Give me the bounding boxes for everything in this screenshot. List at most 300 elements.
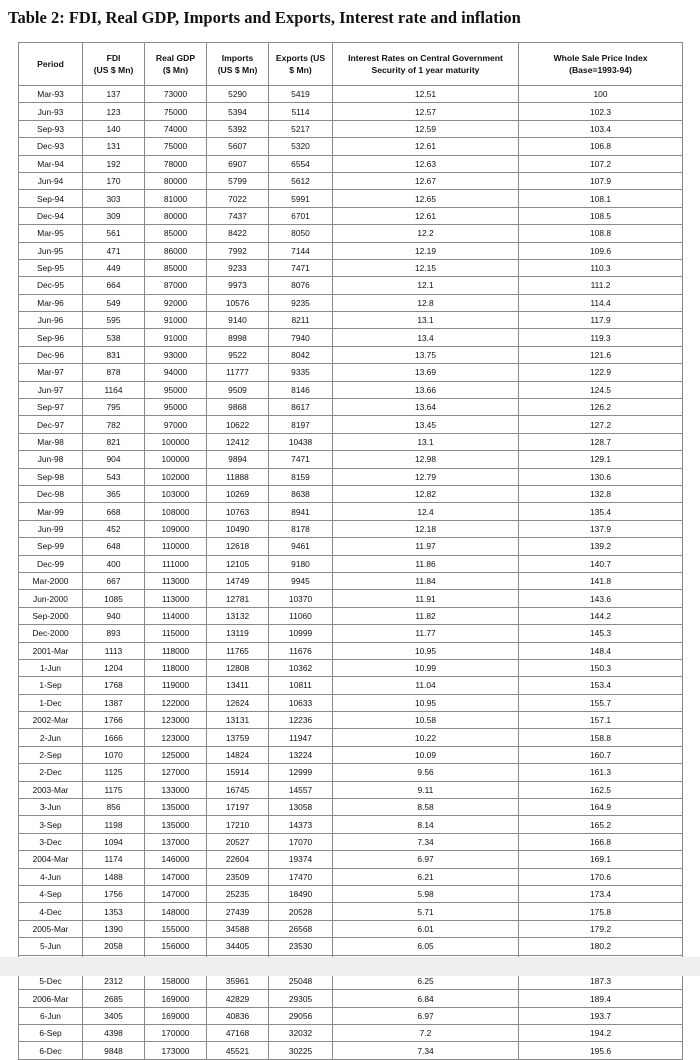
cell-period: Jun-93	[19, 103, 83, 120]
cell-interest-rate: 7.34	[333, 833, 519, 850]
cell-imports: 22604	[207, 851, 269, 868]
table-row	[19, 120, 683, 137]
header-imports-line2: (US $ Mn)	[217, 65, 258, 75]
table-body	[19, 86, 683, 1060]
cell-period: Mar-99	[19, 503, 83, 520]
cell-interest-rate: 12.67	[333, 172, 519, 189]
cell-real-gdp: 86000	[145, 242, 207, 259]
cell-real-gdp: 108000	[145, 503, 207, 520]
cell-interest-rate: 11.04	[333, 677, 519, 694]
cell-fdi: 831	[83, 346, 145, 363]
cell-imports: 14824	[207, 746, 269, 763]
cell-fdi: 192	[83, 155, 145, 172]
cell-period: 2002-Mar	[19, 712, 83, 729]
cell-exports: 5114	[269, 103, 333, 120]
cell-interest-rate: 10.95	[333, 642, 519, 659]
cell-wpi: 130.6	[519, 468, 683, 485]
cell-interest-rate: 12.82	[333, 485, 519, 502]
cell-exports: 11676	[269, 642, 333, 659]
data-table-container	[18, 42, 682, 1060]
cell-imports: 40836	[207, 1007, 269, 1024]
cell-period: Sep-95	[19, 259, 83, 276]
cell-fdi: 664	[83, 277, 145, 294]
cell-exports: 10438	[269, 433, 333, 450]
cell-imports: 13131	[207, 712, 269, 729]
cell-real-gdp: 147000	[145, 868, 207, 885]
cell-wpi: 144.2	[519, 607, 683, 624]
cell-wpi: 114.4	[519, 294, 683, 311]
cell-fdi: 309	[83, 207, 145, 224]
cell-imports: 13411	[207, 677, 269, 694]
cell-wpi: 165.2	[519, 816, 683, 833]
cell-real-gdp: 100000	[145, 433, 207, 450]
cell-period: 5-Dec	[19, 972, 83, 989]
header-imports	[207, 43, 269, 86]
table-row	[19, 746, 683, 763]
cell-wpi: 180.2	[519, 938, 683, 955]
cell-wpi: 162.5	[519, 781, 683, 798]
cell-real-gdp: 137000	[145, 833, 207, 850]
table-title: Table 2: FDI, Real GDP, Imports and Exports, Interest rate and inflation	[8, 8, 521, 27]
table-row	[19, 468, 683, 485]
table-row	[19, 1042, 683, 1059]
cell-interest-rate: 10.22	[333, 729, 519, 746]
cell-period: Jun-98	[19, 451, 83, 468]
cell-exports: 17470	[269, 868, 333, 885]
table-row	[19, 312, 683, 329]
cell-interest-rate: 12.65	[333, 190, 519, 207]
cell-interest-rate: 6.97	[333, 1007, 519, 1024]
cell-fdi: 131	[83, 138, 145, 155]
cell-wpi: 195.6	[519, 1042, 683, 1059]
cell-imports: 9973	[207, 277, 269, 294]
cell-exports: 10633	[269, 694, 333, 711]
cell-real-gdp: 170000	[145, 1025, 207, 1042]
cell-period: Sep-98	[19, 468, 83, 485]
cell-imports: 17210	[207, 816, 269, 833]
cell-interest-rate: 12.1	[333, 277, 519, 294]
table-row	[19, 555, 683, 572]
cell-exports: 7471	[269, 451, 333, 468]
cell-imports: 13132	[207, 607, 269, 624]
cell-period: Mar-97	[19, 364, 83, 381]
cell-exports: 8617	[269, 399, 333, 416]
cell-interest-rate: 9.11	[333, 781, 519, 798]
cell-real-gdp: 118000	[145, 642, 207, 659]
cell-wpi: 127.2	[519, 416, 683, 433]
table-row	[19, 1025, 683, 1042]
cell-real-gdp: 135000	[145, 816, 207, 833]
header-interest-rate-line1: Interest Rates on Central Government	[348, 53, 503, 63]
cell-fdi: 140	[83, 120, 145, 137]
cell-interest-rate: 11.77	[333, 625, 519, 642]
cell-fdi: 449	[83, 259, 145, 276]
cell-fdi: 365	[83, 485, 145, 502]
cell-interest-rate: 12.19	[333, 242, 519, 259]
cell-interest-rate: 10.99	[333, 659, 519, 676]
table-row	[19, 381, 683, 398]
cell-period: Jun-95	[19, 242, 83, 259]
table-row	[19, 920, 683, 937]
header-fdi-line1: FDI	[106, 53, 121, 63]
cell-real-gdp: 169000	[145, 1007, 207, 1024]
cell-imports: 5394	[207, 103, 269, 120]
cell-exports: 10370	[269, 590, 333, 607]
cell-real-gdp: 146000	[145, 851, 207, 868]
cell-fdi: 904	[83, 451, 145, 468]
cell-imports: 11888	[207, 468, 269, 485]
cell-interest-rate: 8.14	[333, 816, 519, 833]
table-row	[19, 990, 683, 1007]
cell-period: 2004-Mar	[19, 851, 83, 868]
cell-imports: 9868	[207, 399, 269, 416]
cell-fdi: 1353	[83, 903, 145, 920]
header-wpi-line1: Whole Sale Price Index	[553, 53, 648, 63]
table-row	[19, 172, 683, 189]
cell-interest-rate: 11.84	[333, 572, 519, 589]
header-real-gdp-line1: Real GDP	[155, 53, 196, 63]
cell-period: Jun-94	[19, 172, 83, 189]
table-header	[19, 43, 683, 86]
cell-exports: 8050	[269, 225, 333, 242]
cell-wpi: 155.7	[519, 694, 683, 711]
table-row	[19, 712, 683, 729]
cell-interest-rate: 9.56	[333, 764, 519, 781]
cell-real-gdp: 85000	[145, 225, 207, 242]
table-row	[19, 242, 683, 259]
cell-exports: 8146	[269, 381, 333, 398]
cell-fdi: 1756	[83, 885, 145, 902]
cell-period: Dec-93	[19, 138, 83, 155]
cell-imports: 25235	[207, 885, 269, 902]
cell-imports: 12412	[207, 433, 269, 450]
cell-wpi: 187.3	[519, 972, 683, 989]
cell-exports: 10362	[269, 659, 333, 676]
cell-interest-rate: 12.79	[333, 468, 519, 485]
cell-fdi: 400	[83, 555, 145, 572]
cell-imports: 7437	[207, 207, 269, 224]
cell-exports: 29305	[269, 990, 333, 1007]
cell-period: Mar-95	[19, 225, 83, 242]
cell-interest-rate: 12.57	[333, 103, 519, 120]
cell-period: 4-Jun	[19, 868, 83, 885]
cell-fdi: 549	[83, 294, 145, 311]
cell-interest-rate: 10.58	[333, 712, 519, 729]
cell-imports: 11777	[207, 364, 269, 381]
cell-wpi: 111.2	[519, 277, 683, 294]
cell-interest-rate: 7.34	[333, 1042, 519, 1059]
cell-real-gdp: 156000	[145, 938, 207, 955]
cell-real-gdp: 91000	[145, 329, 207, 346]
cell-fdi: 1164	[83, 381, 145, 398]
table-row	[19, 538, 683, 555]
cell-exports: 6554	[269, 155, 333, 172]
cell-real-gdp: 169000	[145, 990, 207, 1007]
cell-real-gdp: 111000	[145, 555, 207, 572]
cell-wpi: 175.8	[519, 903, 683, 920]
cell-imports: 16745	[207, 781, 269, 798]
header-period	[19, 43, 83, 86]
cell-exports: 9461	[269, 538, 333, 555]
cell-period: Dec-94	[19, 207, 83, 224]
cell-imports: 13759	[207, 729, 269, 746]
cell-imports: 5799	[207, 172, 269, 189]
header-wpi-line2: (Base=1993-94)	[569, 65, 632, 75]
cell-fdi: 1768	[83, 677, 145, 694]
cell-real-gdp: 93000	[145, 346, 207, 363]
data-table	[18, 42, 683, 1060]
cell-fdi: 1174	[83, 851, 145, 868]
cell-period: Dec-96	[19, 346, 83, 363]
cell-exports: 9235	[269, 294, 333, 311]
cell-exports: 23530	[269, 938, 333, 955]
cell-real-gdp: 102000	[145, 468, 207, 485]
cell-real-gdp: 118000	[145, 659, 207, 676]
cell-interest-rate: 12.2	[333, 225, 519, 242]
cell-imports: 27439	[207, 903, 269, 920]
cell-interest-rate: 12.8	[333, 294, 519, 311]
cell-imports: 47168	[207, 1025, 269, 1042]
cell-period: Mar-96	[19, 294, 83, 311]
cell-real-gdp: 155000	[145, 920, 207, 937]
cell-interest-rate: 6.05	[333, 938, 519, 955]
cell-fdi: 3405	[83, 1007, 145, 1024]
cell-wpi: 194.2	[519, 1025, 683, 1042]
cell-fdi: 2685	[83, 990, 145, 1007]
cell-real-gdp: 158000	[145, 972, 207, 989]
header-fdi-line2: (US $ Mn)	[93, 65, 134, 75]
table-row	[19, 781, 683, 798]
cell-fdi: 1488	[83, 868, 145, 885]
cell-exports: 8638	[269, 485, 333, 502]
cell-exports: 8941	[269, 503, 333, 520]
cell-wpi: 128.7	[519, 433, 683, 450]
table-row	[19, 903, 683, 920]
cell-wpi: 148.4	[519, 642, 683, 659]
cell-wpi: 135.4	[519, 503, 683, 520]
cell-exports: 14557	[269, 781, 333, 798]
cell-exports: 9335	[269, 364, 333, 381]
header-imports-line1: Imports	[221, 53, 254, 63]
cell-exports: 32032	[269, 1025, 333, 1042]
cell-wpi: 150.3	[519, 659, 683, 676]
cell-period: 1-Sep	[19, 677, 83, 694]
cell-imports: 9140	[207, 312, 269, 329]
table-row	[19, 520, 683, 537]
cell-real-gdp: 80000	[145, 207, 207, 224]
cell-exports: 5320	[269, 138, 333, 155]
cell-real-gdp: 78000	[145, 155, 207, 172]
cell-fdi: 668	[83, 503, 145, 520]
cell-interest-rate: 6.01	[333, 920, 519, 937]
cell-fdi: 1113	[83, 642, 145, 659]
cell-wpi: 160.7	[519, 746, 683, 763]
cell-fdi: 595	[83, 312, 145, 329]
cell-exports: 5217	[269, 120, 333, 137]
cell-period: Dec-97	[19, 416, 83, 433]
cell-real-gdp: 122000	[145, 694, 207, 711]
cell-interest-rate: 6.97	[333, 851, 519, 868]
cell-interest-rate: 12.18	[333, 520, 519, 537]
cell-period: Dec-98	[19, 485, 83, 502]
cell-period: 2-Dec	[19, 764, 83, 781]
cell-wpi: 129.1	[519, 451, 683, 468]
cell-wpi: 108.1	[519, 190, 683, 207]
cell-period: Dec-2000	[19, 625, 83, 642]
cell-imports: 13119	[207, 625, 269, 642]
cell-imports: 10763	[207, 503, 269, 520]
cell-real-gdp: 135000	[145, 799, 207, 816]
cell-wpi: 193.7	[519, 1007, 683, 1024]
cell-fdi: 452	[83, 520, 145, 537]
cell-imports: 9509	[207, 381, 269, 398]
cell-imports: 8422	[207, 225, 269, 242]
table-row	[19, 572, 683, 589]
cell-real-gdp: 115000	[145, 625, 207, 642]
cell-exports: 13058	[269, 799, 333, 816]
cell-wpi: 108.8	[519, 225, 683, 242]
cell-real-gdp: 97000	[145, 416, 207, 433]
cell-real-gdp: 113000	[145, 572, 207, 589]
cell-real-gdp: 110000	[145, 538, 207, 555]
cell-fdi: 1766	[83, 712, 145, 729]
table-row	[19, 225, 683, 242]
cell-wpi: 164.9	[519, 799, 683, 816]
cell-imports: 9522	[207, 346, 269, 363]
cell-real-gdp: 125000	[145, 746, 207, 763]
cell-real-gdp: 148000	[145, 903, 207, 920]
cell-period: Jun-97	[19, 381, 83, 398]
table-row	[19, 625, 683, 642]
cell-interest-rate: 13.1	[333, 433, 519, 450]
cell-period: 1-Jun	[19, 659, 83, 676]
cell-imports: 12618	[207, 538, 269, 555]
table-row	[19, 416, 683, 433]
cell-exports: 7144	[269, 242, 333, 259]
cell-exports: 5991	[269, 190, 333, 207]
header-exports	[269, 43, 333, 86]
cell-wpi: 108.5	[519, 207, 683, 224]
cell-exports: 7471	[269, 259, 333, 276]
table-row	[19, 138, 683, 155]
cell-imports: 12808	[207, 659, 269, 676]
cell-imports: 10269	[207, 485, 269, 502]
cell-imports: 9233	[207, 259, 269, 276]
cell-wpi: 169.1	[519, 851, 683, 868]
cell-wpi: 170.6	[519, 868, 683, 885]
cell-imports: 12624	[207, 694, 269, 711]
cell-interest-rate: 12.63	[333, 155, 519, 172]
cell-imports: 17197	[207, 799, 269, 816]
cell-interest-rate: 10.95	[333, 694, 519, 711]
table-row	[19, 729, 683, 746]
cell-period: Jun-99	[19, 520, 83, 537]
cell-period: 6-Jun	[19, 1007, 83, 1024]
cell-fdi: 1070	[83, 746, 145, 763]
cell-period: Dec-99	[19, 555, 83, 572]
table-row	[19, 590, 683, 607]
cell-exports: 25048	[269, 972, 333, 989]
table-row	[19, 885, 683, 902]
cell-real-gdp: 127000	[145, 764, 207, 781]
cell-period: Mar-94	[19, 155, 83, 172]
cell-interest-rate: 13.45	[333, 416, 519, 433]
cell-real-gdp: 87000	[145, 277, 207, 294]
cell-period: 4-Dec	[19, 903, 83, 920]
cell-fdi: 940	[83, 607, 145, 624]
cell-wpi: 173.4	[519, 885, 683, 902]
cell-wpi: 126.2	[519, 399, 683, 416]
cell-fdi: 1666	[83, 729, 145, 746]
cell-exports: 8211	[269, 312, 333, 329]
cell-fdi: 170	[83, 172, 145, 189]
cell-period: Sep-99	[19, 538, 83, 555]
cell-period: Sep-96	[19, 329, 83, 346]
cell-real-gdp: 85000	[145, 259, 207, 276]
cell-fdi: 1125	[83, 764, 145, 781]
cell-exports: 5419	[269, 86, 333, 103]
cell-imports: 5607	[207, 138, 269, 155]
cell-interest-rate: 12.15	[333, 259, 519, 276]
cell-interest-rate: 12.59	[333, 120, 519, 137]
table-row	[19, 1007, 683, 1024]
cell-interest-rate: 13.4	[333, 329, 519, 346]
cell-period: 2006-Mar	[19, 990, 83, 1007]
cell-exports: 12236	[269, 712, 333, 729]
table-row	[19, 764, 683, 781]
cell-interest-rate: 11.82	[333, 607, 519, 624]
cell-real-gdp: 123000	[145, 712, 207, 729]
cell-exports: 11947	[269, 729, 333, 746]
cell-interest-rate: 12.61	[333, 207, 519, 224]
page-footer-bar	[0, 957, 700, 976]
cell-exports: 17070	[269, 833, 333, 850]
cell-period: 2-Jun	[19, 729, 83, 746]
cell-wpi: 166.8	[519, 833, 683, 850]
header-row	[19, 43, 683, 86]
cell-period: Jun-96	[19, 312, 83, 329]
cell-fdi: 795	[83, 399, 145, 416]
cell-exports: 14373	[269, 816, 333, 833]
cell-fdi: 856	[83, 799, 145, 816]
cell-imports: 10622	[207, 416, 269, 433]
table-row	[19, 259, 683, 276]
table-row	[19, 677, 683, 694]
cell-fdi: 782	[83, 416, 145, 433]
cell-period: Jun-2000	[19, 590, 83, 607]
table-row	[19, 103, 683, 120]
header-interest-rate-line2: Security of 1 year maturity	[371, 65, 480, 75]
cell-wpi: 119.3	[519, 329, 683, 346]
table-row	[19, 485, 683, 502]
cell-wpi: 143.6	[519, 590, 683, 607]
cell-exports: 13224	[269, 746, 333, 763]
table-row	[19, 868, 683, 885]
cell-interest-rate: 12.61	[333, 138, 519, 155]
cell-exports: 11060	[269, 607, 333, 624]
cell-imports: 12105	[207, 555, 269, 572]
cell-wpi: 145.3	[519, 625, 683, 642]
cell-interest-rate: 11.97	[333, 538, 519, 555]
cell-real-gdp: 100000	[145, 451, 207, 468]
cell-exports: 5612	[269, 172, 333, 189]
cell-period: 6-Sep	[19, 1025, 83, 1042]
cell-exports: 7940	[269, 329, 333, 346]
cell-wpi: 124.5	[519, 381, 683, 398]
cell-real-gdp: 92000	[145, 294, 207, 311]
header-exports-line1: Exports (US	[275, 53, 326, 63]
cell-period: 1-Dec	[19, 694, 83, 711]
